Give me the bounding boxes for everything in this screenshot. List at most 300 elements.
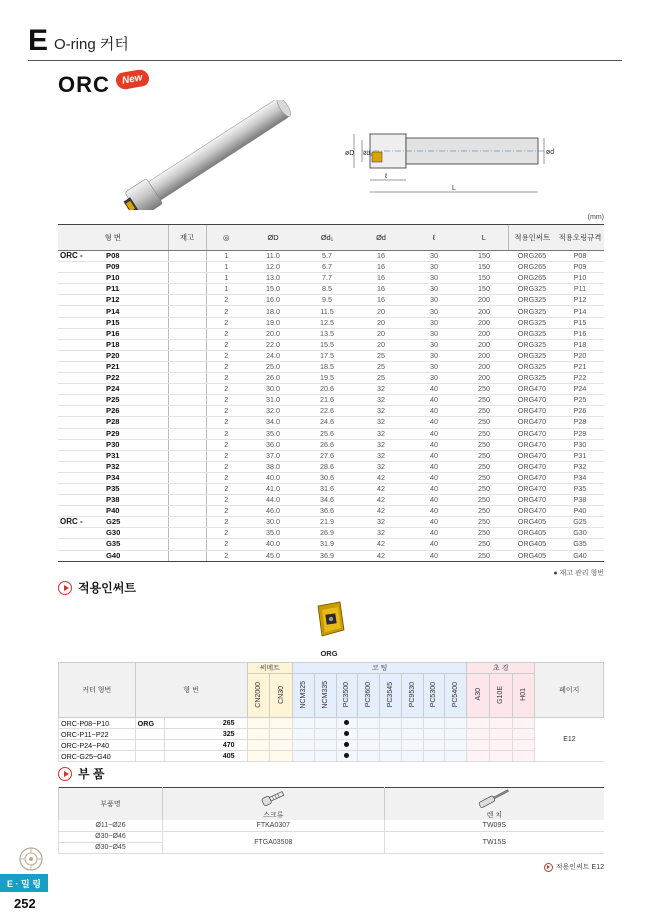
dim-l-value: 30 [408, 262, 460, 273]
spec-row [58, 472, 604, 483]
grade-cell [445, 740, 467, 751]
series-label [58, 461, 98, 472]
dim-d-value: 32 [354, 517, 408, 528]
flute-count: 2 [206, 428, 246, 439]
dim-d1-value: 36.9 [300, 550, 354, 561]
insert-type-prefix [135, 729, 164, 740]
dim-d-value: 32 [354, 528, 408, 539]
series-label [58, 528, 98, 539]
dim-d-value: 25 [354, 361, 408, 372]
dim-l-value: 30 [408, 295, 460, 306]
stock-mark [168, 539, 206, 550]
spec-row [58, 495, 604, 506]
tool-photo [110, 100, 310, 210]
grade-cell [445, 718, 467, 729]
dim-d-value: 42 [354, 539, 408, 550]
part-wrench: TW15S [384, 831, 604, 853]
oring-spec: P28 [556, 417, 604, 428]
model-code: P34 [98, 472, 168, 483]
insert-code: ORG470 [508, 472, 556, 483]
spec-row [58, 428, 604, 439]
insert-code: ORG325 [508, 373, 556, 384]
dim-d-value: 16 [354, 251, 408, 262]
grade-cell [270, 740, 293, 751]
dim-d-value: 25 [354, 373, 408, 384]
parts-section-heading [58, 765, 105, 782]
series-label [58, 306, 98, 317]
series-label [58, 295, 98, 306]
oring-spec: P35 [556, 483, 604, 494]
dim-l-value: 30 [408, 284, 460, 295]
series-label [58, 373, 98, 384]
oring-spec: P08 [556, 251, 604, 262]
grade-cell [380, 729, 402, 740]
col-d1: Ød₁ [300, 225, 354, 251]
flute-count: 2 [206, 350, 246, 361]
dim-d-value: 20 [354, 317, 408, 328]
model-code: G25 [98, 517, 168, 528]
oring-spec: P34 [556, 472, 604, 483]
insert-page-ref[interactable] [544, 862, 604, 872]
spec-row [58, 262, 604, 273]
grade-cell [401, 729, 423, 740]
flute-count: 2 [206, 450, 246, 461]
flute-count: 2 [206, 517, 246, 528]
stock-mark [168, 528, 206, 539]
stock-mark [168, 384, 206, 395]
dim-L-value: 250 [460, 450, 508, 461]
spec-row [58, 550, 604, 561]
dim-d1-value: 11.5 [300, 306, 354, 317]
dim-D-value: 36.0 [246, 439, 300, 450]
grade-h01: H01 [512, 674, 535, 718]
dim-d1-value: 13.5 [300, 328, 354, 339]
spec-row [58, 517, 604, 528]
dim-D-value: 45.0 [246, 550, 300, 561]
grade-cell [512, 718, 535, 729]
col-insert: 적용인써트 [508, 225, 556, 251]
model-code: P24 [98, 384, 168, 395]
grade-cell [270, 751, 293, 762]
stock-mark [168, 395, 206, 406]
model-code: P14 [98, 306, 168, 317]
stock-mark [168, 295, 206, 306]
dim-L-value: 250 [460, 483, 508, 494]
grade-cell [270, 718, 293, 729]
model-code: P32 [98, 461, 168, 472]
oring-spec: P16 [556, 328, 604, 339]
part-range: Ø30~Ø46 [59, 831, 163, 842]
model-code: P30 [98, 439, 168, 450]
grade-pc3500: PC3500 [336, 674, 358, 718]
series-label: ORC - [58, 517, 98, 528]
page-header [28, 22, 129, 56]
dim-D-value: 13.0 [246, 273, 300, 284]
series-label [58, 406, 98, 417]
oring-spec: P12 [556, 295, 604, 306]
flute-count: 2 [206, 339, 246, 350]
section-title: O-ring 커터 [54, 36, 129, 53]
insert-code: ORG470 [508, 417, 556, 428]
model-code: P08 [98, 251, 168, 262]
dim-D-value: 11.0 [246, 251, 300, 262]
insert-photo [314, 600, 346, 644]
dim-d-value: 16 [354, 295, 408, 306]
dim-L-value: 200 [460, 373, 508, 384]
spec-row [58, 284, 604, 295]
dim-d1-value: 17.5 [300, 350, 354, 361]
dim-l-value: 30 [408, 251, 460, 262]
dim-l-value: 30 [408, 373, 460, 384]
chapter-tab[interactable]: E · 밀 링 [0, 874, 48, 892]
screw-icon-cell [162, 788, 384, 811]
series-label [58, 273, 98, 284]
grade-cell [314, 729, 336, 740]
dim-L-value: 250 [460, 550, 508, 561]
grade-cell [336, 740, 358, 751]
dim-d1-value: 26.9 [300, 528, 354, 539]
dim-d1-value: 30.6 [300, 472, 354, 483]
col-stock: 재고 [168, 225, 206, 251]
insert-type: 265 [164, 718, 247, 729]
spec-row [58, 417, 604, 428]
grade-cell [314, 718, 336, 729]
dim-l-value: 30 [408, 339, 460, 350]
dim-l-value: 40 [408, 428, 460, 439]
col-oring: 적용오링규격 [556, 225, 604, 251]
grade-cell [423, 729, 445, 740]
dim-L-value: 150 [460, 251, 508, 262]
flute-count: 2 [206, 361, 246, 372]
insert-code: ORG470 [508, 439, 556, 450]
grade-cell [380, 751, 402, 762]
dim-L-value: 200 [460, 361, 508, 372]
dim-l-value: 30 [408, 328, 460, 339]
grade-cell [247, 729, 270, 740]
grade-cell [247, 740, 270, 751]
part-range: Ø30~Ø45 [59, 842, 163, 853]
dim-L-value: 200 [460, 339, 508, 350]
oring-spec: P14 [556, 306, 604, 317]
flute-count: 1 [206, 262, 246, 273]
dim-d1-value: 15.5 [300, 339, 354, 350]
oring-spec: P32 [556, 461, 604, 472]
grade-ncm335: NCM335 [314, 674, 336, 718]
flute-count: 2 [206, 295, 246, 306]
stock-mark [168, 550, 206, 561]
grade-cell [467, 729, 490, 740]
dim-d-value: 16 [354, 273, 408, 284]
spec-table [58, 224, 604, 562]
dim-l-value: 40 [408, 472, 460, 483]
stock-dot-icon [344, 753, 349, 758]
stock-mark [168, 439, 206, 450]
dim-l-value: 40 [408, 539, 460, 550]
flute-count: 2 [206, 317, 246, 328]
dim-l-value: 30 [408, 361, 460, 372]
series-label [58, 395, 98, 406]
dim-d-value: 42 [354, 495, 408, 506]
parts-row [59, 820, 605, 831]
oring-spec: P29 [556, 428, 604, 439]
stock-mark [168, 450, 206, 461]
stock-mark [168, 472, 206, 483]
spec-row [58, 506, 604, 517]
insert-code: ORG325 [508, 339, 556, 350]
group-cermet: 써메트 [247, 663, 293, 674]
model-code: P16 [98, 328, 168, 339]
dim-d1-value: 25.6 [300, 428, 354, 439]
grade-cell [512, 740, 535, 751]
dim-d-value: 32 [354, 450, 408, 461]
dim-D-value: 16.0 [246, 295, 300, 306]
spec-row [58, 339, 604, 350]
series-label [58, 439, 98, 450]
insert-type-prefix: ORG [135, 718, 164, 729]
insert-label: ORG [320, 649, 338, 658]
header-divider [28, 60, 622, 61]
col-wrench: 렌 치 [384, 810, 604, 820]
stock-mark [168, 317, 206, 328]
spec-row [58, 251, 604, 262]
insert-type: 470 [164, 740, 247, 751]
model-code: P25 [98, 395, 168, 406]
spec-row [58, 384, 604, 395]
dim-d-value: 32 [354, 406, 408, 417]
oring-spec: P24 [556, 384, 604, 395]
grade-cell [423, 751, 445, 762]
spec-row [58, 295, 604, 306]
dim-l-value: 40 [408, 506, 460, 517]
stock-mark [168, 495, 206, 506]
insert-table [58, 662, 604, 762]
dim-L-value: 200 [460, 295, 508, 306]
grade-cell [423, 740, 445, 751]
grade-cn2000: CN2000 [247, 674, 270, 718]
grade-a30: A30 [467, 674, 490, 718]
oring-spec: G35 [556, 539, 604, 550]
model-code: P28 [98, 417, 168, 428]
dim-d1-value: 28.6 [300, 461, 354, 472]
stock-mark [168, 251, 206, 262]
series-label [58, 450, 98, 461]
flute-count: 2 [206, 439, 246, 450]
model-code: P40 [98, 506, 168, 517]
dim-l-value: 40 [408, 406, 460, 417]
dim-D-value: 25.0 [246, 361, 300, 372]
grade-cell [445, 751, 467, 762]
dim-D-value: 35.0 [246, 528, 300, 539]
dim-l-value: 30 [408, 350, 460, 361]
model-code: P18 [98, 339, 168, 350]
oring-spec: P38 [556, 495, 604, 506]
dim-D-value: 40.0 [246, 472, 300, 483]
stock-mark [168, 417, 206, 428]
dim-l-value: 40 [408, 517, 460, 528]
series-label [58, 472, 98, 483]
stock-note: ● 재고 관리 형번 [553, 570, 604, 577]
series-label [58, 506, 98, 517]
dim-L-value: 250 [460, 439, 508, 450]
dim-l-value: 40 [408, 483, 460, 494]
spec-row [58, 406, 604, 417]
spec-row [58, 273, 604, 284]
model-code: G40 [98, 550, 168, 561]
insert-code: ORG470 [508, 450, 556, 461]
oring-spec: P22 [556, 373, 604, 384]
dim-L-value: 250 [460, 506, 508, 517]
insert-type-prefix [135, 740, 164, 751]
dim-d-value: 32 [354, 461, 408, 472]
model-code: P15 [98, 317, 168, 328]
model-code: P29 [98, 428, 168, 439]
dim-d1-value: 21.9 [300, 517, 354, 528]
dim-L-value: 250 [460, 472, 508, 483]
series-label: ORC - [58, 251, 98, 262]
series-label [58, 361, 98, 372]
dim-D-value: 12.0 [246, 262, 300, 273]
dim-d1-value: 20.6 [300, 384, 354, 395]
flute-count: 1 [206, 251, 246, 262]
dim-d-value: 42 [354, 550, 408, 561]
dim-l-value: 40 [408, 550, 460, 561]
insert-section-heading [58, 579, 136, 596]
col-d: Ød [354, 225, 408, 251]
insert-row [59, 729, 604, 740]
dim-L-value: 150 [460, 273, 508, 284]
model-code: G30 [98, 528, 168, 539]
flute-count: 1 [206, 273, 246, 284]
cutter-model: ORC-P24~P40 [59, 740, 136, 751]
dim-l-value: 40 [408, 417, 460, 428]
dim-L-value: 250 [460, 517, 508, 528]
dim-d1-value: 18.5 [300, 361, 354, 372]
dim-L-value: 250 [460, 384, 508, 395]
stock-mark [168, 350, 206, 361]
dim-l-value: 40 [408, 461, 460, 472]
col-L: L [460, 225, 508, 251]
dim-d1-value: 31.9 [300, 539, 354, 550]
oring-spec: P30 [556, 439, 604, 450]
grade-pc3545: PC3545 [380, 674, 402, 718]
spec-row [58, 317, 604, 328]
dim-L-value: 250 [460, 495, 508, 506]
dim-D-value: 46.0 [246, 506, 300, 517]
dim-D-value: 32.0 [246, 406, 300, 417]
screw-icon [258, 788, 288, 808]
series-label [58, 350, 98, 361]
grade-cell [293, 729, 315, 740]
series-label [58, 262, 98, 273]
grade-cell [293, 718, 315, 729]
grade-cell [512, 729, 535, 740]
insert-section-title: 적용인써트 [78, 581, 136, 595]
dim-d-value: 32 [354, 384, 408, 395]
spec-row [58, 373, 604, 384]
dim-d-value: 20 [354, 328, 408, 339]
dim-d-value: 42 [354, 506, 408, 517]
unit-label: (mm) [587, 214, 604, 221]
dim-d-value: 32 [354, 395, 408, 406]
cutter-model: ORC-G25~G40 [59, 751, 136, 762]
new-badge: New [115, 68, 150, 90]
dim-d1-value: 19.5 [300, 373, 354, 384]
insert-code: ORG405 [508, 539, 556, 550]
dim-L-value: 200 [460, 317, 508, 328]
insert-code: ORG265 [508, 262, 556, 273]
stock-dot-icon [344, 742, 349, 747]
dim-L-value: 200 [460, 350, 508, 361]
insert-code: ORG325 [508, 306, 556, 317]
stock-mark [168, 517, 206, 528]
series-label [58, 384, 98, 395]
part-range: Ø11~Ø26 [59, 820, 163, 831]
stock-mark [168, 461, 206, 472]
dim-D-value: 34.0 [246, 417, 300, 428]
insert-code: ORG325 [508, 317, 556, 328]
technical-drawing [336, 124, 556, 200]
dim-D-value: 24.0 [246, 350, 300, 361]
model-code: P09 [98, 262, 168, 273]
col-model: 형 번 [58, 225, 168, 251]
grade-pc9530: PC9530 [401, 674, 423, 718]
model-code: P35 [98, 483, 168, 494]
spec-row [58, 306, 604, 317]
grade-cell [489, 740, 512, 751]
page-ref-cell[interactable]: E12 [535, 718, 604, 762]
spec-row [58, 461, 604, 472]
insert-code: ORG470 [508, 384, 556, 395]
insert-code: ORG325 [508, 295, 556, 306]
stock-mark [168, 406, 206, 417]
stock-mark [168, 428, 206, 439]
dim-D-value: 18.0 [246, 306, 300, 317]
insert-code: ORG325 [508, 361, 556, 372]
dim-d1-value: 21.6 [300, 395, 354, 406]
dim-D-value: 37.0 [246, 450, 300, 461]
insert-row [59, 751, 604, 762]
model-code: P38 [98, 495, 168, 506]
model-code: P26 [98, 406, 168, 417]
part-screw: FTKA0307 [162, 820, 384, 831]
grade-cell [467, 740, 490, 751]
grade-cell [512, 751, 535, 762]
series-label [58, 284, 98, 295]
grade-pc3600: PC3600 [358, 674, 380, 718]
section-letter: E [28, 24, 49, 57]
oring-spec: G40 [556, 550, 604, 561]
dim-l-value: 40 [408, 395, 460, 406]
flute-count: 2 [206, 483, 246, 494]
dim-d1-value: 12.5 [300, 317, 354, 328]
flute-count: 2 [206, 528, 246, 539]
dim-l-value: 40 [408, 495, 460, 506]
stock-mark [168, 328, 206, 339]
stock-dot-icon [344, 731, 349, 736]
grade-cell [401, 740, 423, 751]
series-label [58, 328, 98, 339]
spec-row [58, 328, 604, 339]
spec-row [58, 439, 604, 450]
dim-d-value: 25 [354, 350, 408, 361]
dim-d-value: 16 [354, 284, 408, 295]
insert-code: ORG405 [508, 528, 556, 539]
stock-mark [168, 373, 206, 384]
stock-mark [168, 273, 206, 284]
insert-page-ref-text: 적용인써트 E12 [555, 864, 604, 871]
grade-cell [445, 729, 467, 740]
cutter-logo-icon [18, 846, 44, 872]
